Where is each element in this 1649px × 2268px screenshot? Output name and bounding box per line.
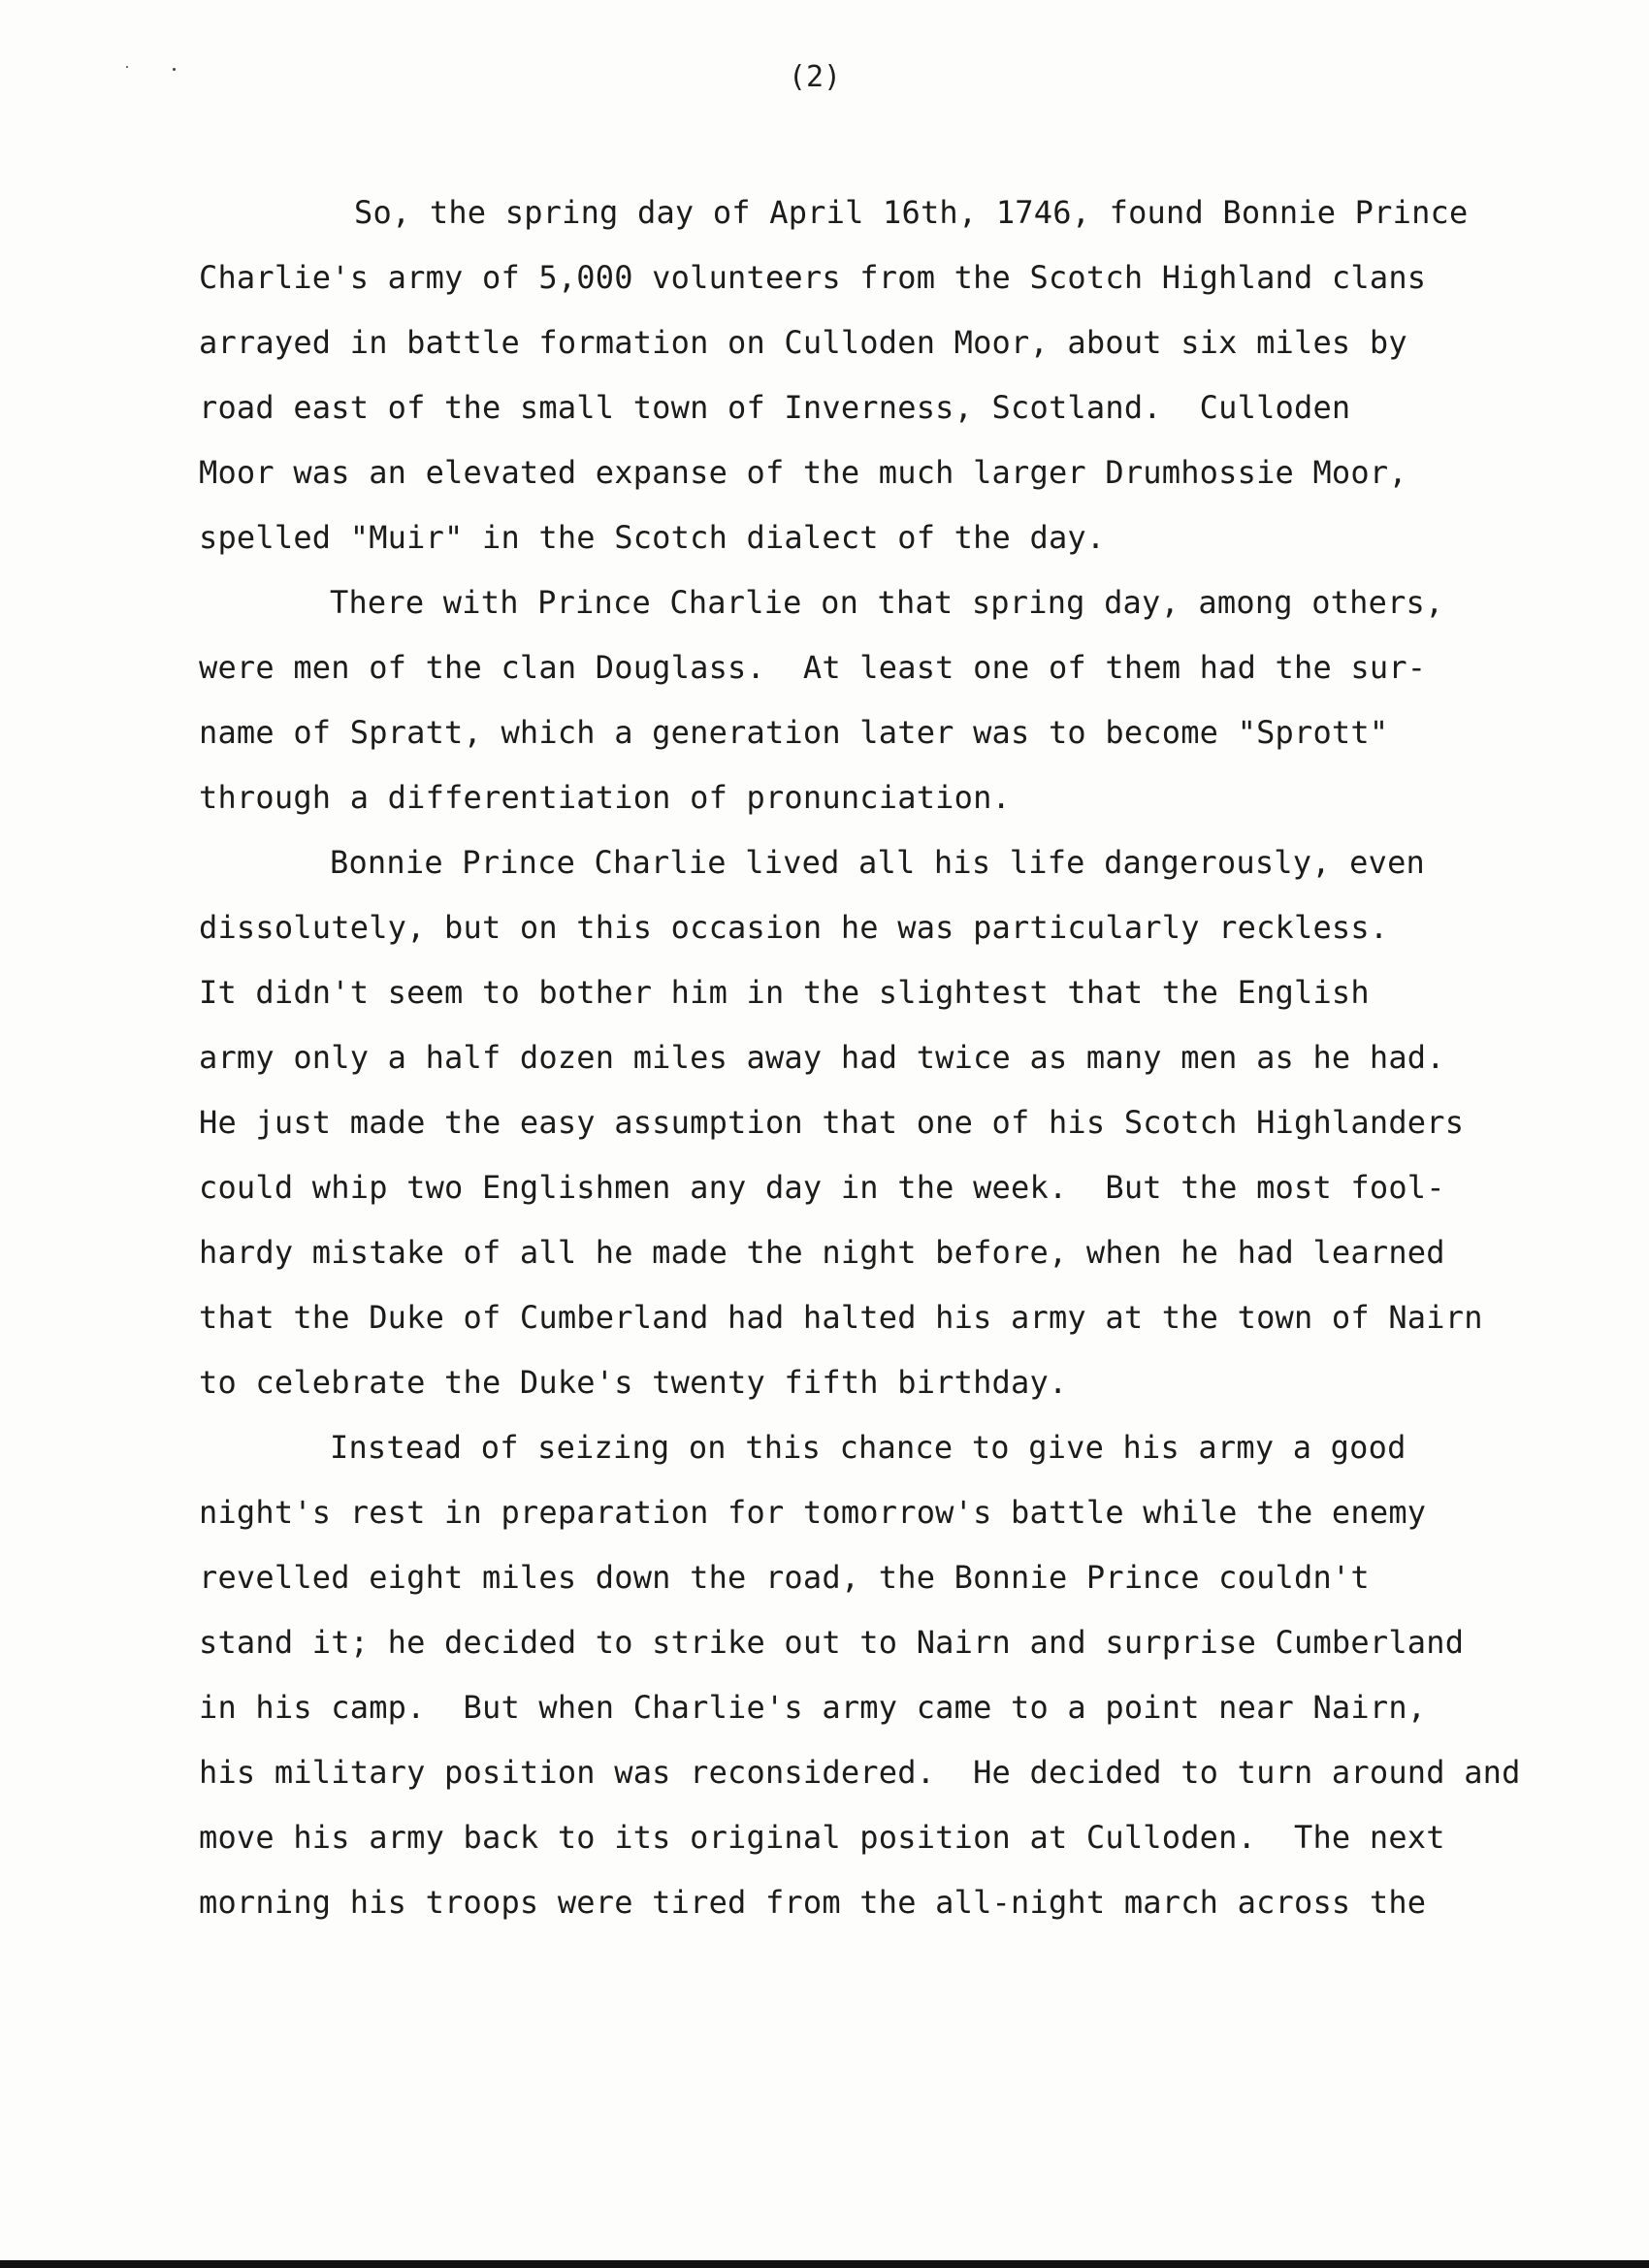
paragraph [199,830,1576,1415]
text-line: It didn't seem to bother him in the slightest that the English [199,974,1370,1011]
text-line: Bonnie Prince Charlie lived all his life dangerously, even [330,844,1426,881]
text-line: that the Duke of Cumberland had halted his army at the town of Nairn [199,1299,1483,1336]
text-line: could whip two Englishmen any day in the week. But the most fool- [199,1169,1445,1206]
scan-bottom-edge [0,2260,1649,2268]
paragraph [199,180,1576,570]
text-line: army only a half dozen miles away had twice as many men as he had. [199,1039,1445,1076]
text-line: night's rest in preparation for tomorrow's battle while the enemy [199,1494,1427,1531]
text-line: to celebrate the Duke's twenty fifth birthday. [199,1364,1068,1401]
text-line: He just made the easy assumption that one of his Scotch Highlanders [199,1104,1465,1141]
text-line: dissolutely, but on this occasion he was particularly reckless. [199,909,1389,946]
body-text [199,180,1576,1935]
text-line: hardy mistake of all he made the night before, when he had learned [199,1234,1445,1271]
text-line: revelled eight miles down the road, the Bonnie Prince couldn't [199,1559,1370,1596]
text-line: his military position was reconsidered. He decided to turn around and [199,1754,1521,1791]
text-line: name of Spratt, which a generation later was to become "Sprott" [199,714,1389,751]
paragraph [199,570,1576,830]
text-line: spelled "Muir" in the Scotch dialect of the day. [199,519,1106,556]
text-line: morning his troops were tired from the all-night march across the [199,1884,1427,1921]
text-line: in his camp. But when Charlie's army came to a point near Nairn, [199,1689,1427,1726]
text-line: road east of the small town of Inverness, Scotland. Culloden [199,389,1351,426]
paragraph [199,1415,1576,1935]
text-line: stand it; he decided to strike out to Nairn and surprise Cumberland [199,1624,1465,1661]
text-line: There with Prince Charlie on that spring day, among others, [330,584,1444,621]
text-line: Instead of seizing on this chance to give his army a good [330,1429,1406,1466]
text-line: So, the spring day of April 16th, 1746, found Bonnie Prince [354,194,1469,231]
page-number: (2) [788,60,842,94]
text-line: arrayed in battle formation on Culloden Moor, about six miles by [199,324,1407,361]
text-line: Moor was an elevated expanse of the much larger Drumhossie Moor, [199,454,1407,491]
text-line: were men of the clan Douglass. At least one of them had the sur- [199,649,1427,686]
text-line: through a differentiation of pronunciation. [199,779,1012,816]
text-line: move his army back to its original position at Culloden. The next [199,1819,1445,1856]
text-line: Charlie's army of 5,000 volunteers from the Scotch Highland clans [199,259,1427,296]
